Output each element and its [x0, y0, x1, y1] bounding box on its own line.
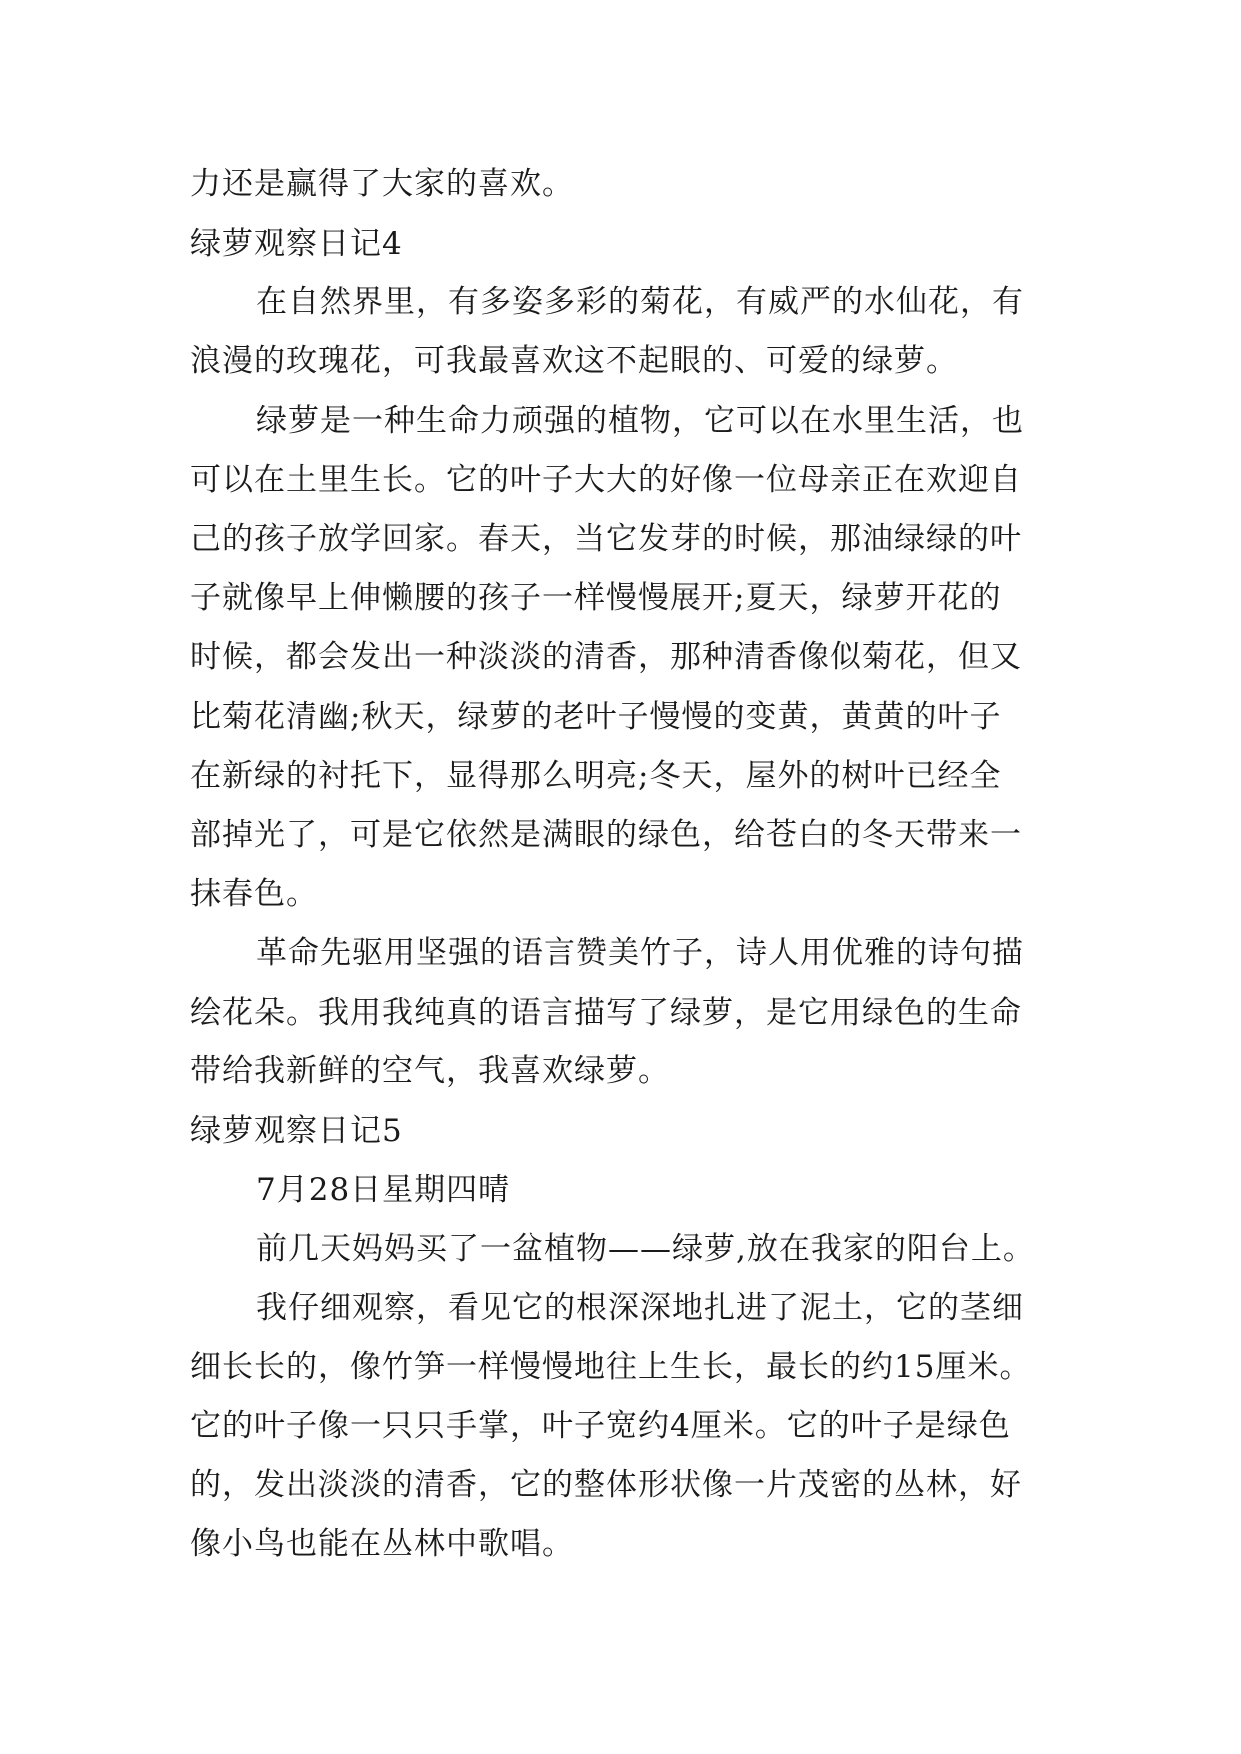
text-line: 部掉光了，可是它依然是满眼的绿色，给苍白的冬天带来一 — [190, 817, 1022, 853]
text-line: 在新绿的衬托下，显得那么明亮;冬天，屋外的树叶已经全 — [190, 758, 1002, 794]
text-line: 力还是赢得了大家的喜欢。 — [190, 166, 574, 202]
diary-heading-4: 绿萝观察日记4 — [190, 226, 403, 262]
diary-heading-5: 绿萝观察日记5 — [190, 1113, 403, 1149]
text-line: 在自然界里，有多姿多彩的菊花，有威严的水仙花，有 — [256, 284, 1024, 320]
text-line: 浪漫的玫瑰花，可我最喜欢这不起眼的、可爱的绿萝。 — [190, 343, 958, 379]
text-line: 抹春色。 — [190, 876, 318, 912]
text-line: 可以在土里生长。它的叶子大大的好像一位母亲正在欢迎自 — [190, 462, 1022, 498]
text-line: 它的叶子像一只只手掌，叶子宽约4厘米。它的叶子是绿色 — [190, 1408, 1011, 1444]
text-line: 我仔细观察，看见它的根深深地扎进了泥土，它的茎细 — [256, 1290, 1024, 1326]
text-line: 带给我新鲜的空气，我喜欢绿萝。 — [190, 1053, 670, 1089]
text-line: 绿萝是一种生命力顽强的植物，它可以在水里生活，也 — [256, 403, 1024, 439]
text-line: 细长长的，像竹笋一样慢慢地往上生长，最长的约15厘米。 — [190, 1349, 1032, 1385]
text-line: 己的孩子放学回家。春天，当它发芽的时候，那油绿绿的叶 — [190, 521, 1022, 557]
text-line: 绘花朵。我用我纯真的语言描写了绿萝，是它用绿色的生命 — [190, 995, 1022, 1031]
text-line: 像小鸟也能在丛林中歌唱。 — [190, 1526, 574, 1562]
text-line: 比菊花清幽;秋天，绿萝的老叶子慢慢的变黄，黄黄的叶子 — [190, 699, 1002, 735]
text-line: 革命先驱用坚强的语言赞美竹子，诗人用优雅的诗句描 — [256, 935, 1024, 971]
text-line: 前几天妈妈买了一盆植物——绿萝,放在我家的阳台上。 — [256, 1231, 1035, 1267]
text-line: 子就像早上伸懒腰的孩子一样慢慢展开;夏天，绿萝开花的 — [190, 580, 1002, 616]
diary-date: 7月28日星期四晴 — [256, 1172, 511, 1208]
text-line: 时候，都会发出一种淡淡的清香，那种清香像似菊花，但又 — [190, 639, 1022, 675]
text-line: 的，发出淡淡的清香，它的整体形状像一片茂密的丛林，好 — [190, 1467, 1022, 1503]
